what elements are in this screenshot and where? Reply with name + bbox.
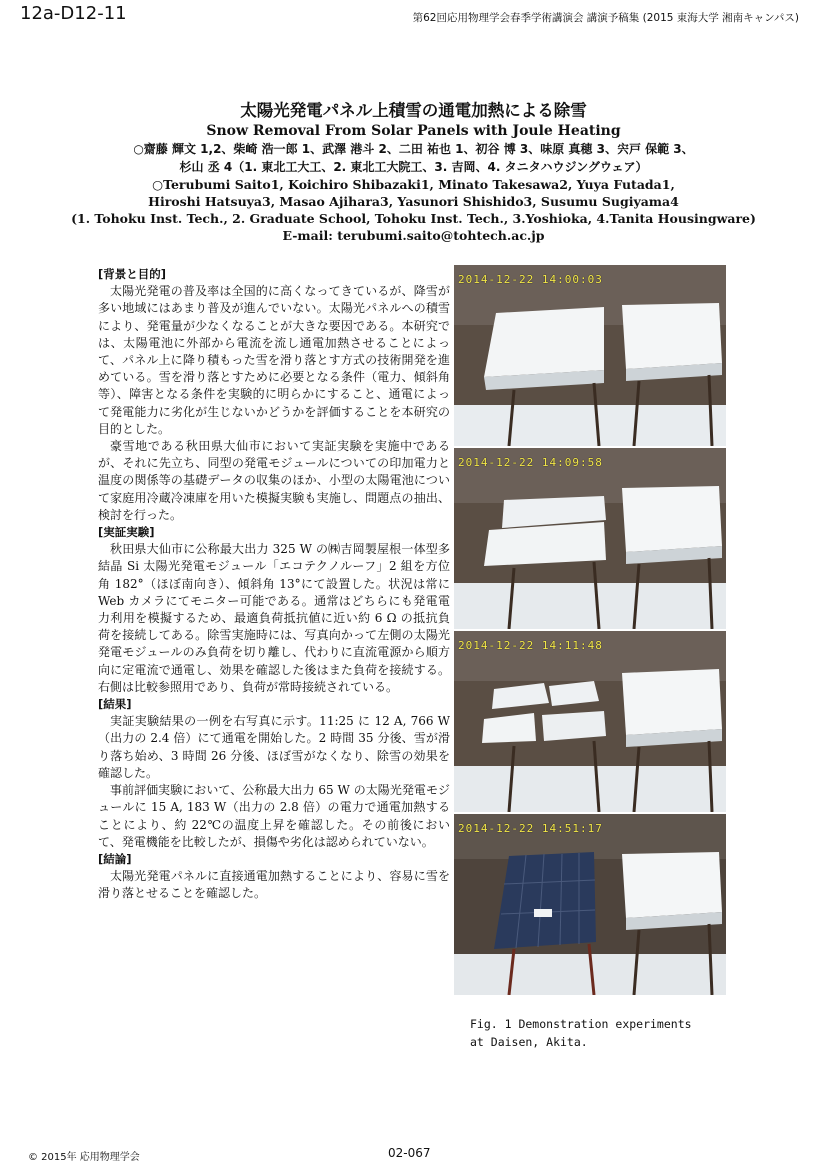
paragraph: 太陽光発電の普及率は全国的に高くなってきているが、降雪が多い地域にはあまり普及が進んでいない。太陽光パネルへの積雪により、発電量が少なくなることが大きな要因である。本研究では、太陽電池に外部から電流を流し通電加熱させることによって、パネル上に降り積もった雪を滑り落とす方式の技術開発を進めている。雪を滑り落とすために必要となる条件（電力、傾斜角等）、障害となる条件を実験的に明らかにすること、通電によって発電能力に劣化が生じないかどうかを評価することを本研究の目的とした。	[98, 284, 450, 436]
footer-copyright: © 2015年 応用物理学会	[28, 1152, 140, 1163]
photo-1-image	[454, 265, 726, 446]
paragraph: 秋田県大仙市に公称最大出力 325 W の㈱吉岡製屋根一体型多結晶 Si 太陽光発電モジュール「エコテクノルーフ」2 組を方位角 182°（ほぼ南向き）、傾斜角 13°にて設置した。状況は常に Web カメラにてモニター可能である。通常はどちらにも発電電力利用を模擬するため、最適負荷抵抗値に近い約 6 Ω の抵抗負荷を接続してある。除雪実施時には、写真向かって左側の太陽光発電モジュールのみ負荷を切り離し、代わりに直流電源から順方向に定電流で通電し、効果を確認した後はまた負荷を接続する。右側は比較参照用であり、負荷が常時接続されている。	[98, 542, 450, 694]
photo-timestamp: 2014-12-22 14:00:03	[458, 273, 603, 286]
photo-timestamp: 2014-12-22 14:11:48	[458, 639, 603, 652]
caption-line1: Fig. 1 Demonstration experiments	[470, 1017, 692, 1031]
authors-english-line1: ○Terubumi Saito1, Koichiro Shibazaki1, Minato Takesawa2, Yuya Futada1,	[152, 177, 675, 192]
photo-4-image	[454, 814, 726, 995]
section-heading-background: [背景と目的]	[98, 267, 167, 281]
paragraph: 実証実験結果の一例を右写真に示す。11:25 に 12 A, 766 W（出力の 2.4 倍）にて通電を開始した。2 時間 35 分後、雪が滑り落ち始め、3 時間 26 分後、ほぼ雪がなくなり、除雪の効果を確認した。	[98, 714, 450, 780]
paragraph: 豪雪地である秋田県大仙市において実証実験を実施中であるが、それに先立ち、同型の発電モジュールについての印加電力と温度の関係等の基礎データの収集のほか、小型の太陽電池について家庭用冷蔵冷凍庫を用いた模擬実験も実施し、問題点の抽出、検討を行った。	[98, 439, 450, 522]
title-block	[60, 100, 767, 244]
authors-japanese-line2: 杉山 丞 4（1. 東北工大工、2. 東北工大院工、3. 吉岡、4. タニタハウジングウェア）	[179, 160, 648, 174]
footer-page-number: 02-067	[388, 1146, 431, 1160]
photo-3-image	[454, 631, 726, 812]
title-japanese: 太陽光発電パネル上積雪の通電加熱による除雪	[240, 101, 587, 120]
section-heading-experiment: [実証実験]	[98, 525, 155, 540]
photo-3	[454, 631, 726, 812]
section-heading-results: [結果]	[98, 697, 132, 712]
body-text	[98, 266, 450, 903]
conference-header: 第62回応用物理学会春季学術講演会 講演予稿集 (2015 東海大学 湘南キャンパス)	[412, 12, 799, 24]
photo-2-image	[454, 448, 726, 629]
photo-timestamp: 2014-12-22 14:51:17	[458, 822, 603, 835]
section-heading-conclusion: [結論]	[98, 851, 132, 866]
authors-japanese-line1: ○齋藤 輝文 1,2、柴崎 浩一郎 1、武澤 港斗 2、二田 祐也 1、初谷 博 3、味原 真穂 3、宍戸 保範 3、	[133, 142, 694, 156]
photo-1	[454, 265, 726, 446]
affiliations: (1. Tohoku Inst. Tech., 2. Graduate School, Tohoku Inst. Tech., 3.Yoshioka, 4.Tanita Housingware)	[71, 211, 756, 226]
figure-caption	[470, 1015, 720, 1051]
figure-photos	[454, 265, 726, 995]
authors-english-line2: Hiroshi Hatsuya3, Masao Ajihara3, Yasunori Shishido3, Susumu Sugiyama4	[148, 194, 679, 209]
caption-line2: at Daisen, Akita.	[470, 1035, 588, 1049]
paragraph: 事前評価実験において、公称最大出力 65 W の太陽光発電モジュールに 15 A, 183 W（出力の 2.8 倍）の電力で通電加熱することにより、約 22℃の温度上昇を確認した。その前後において、発電機能を比較したが、損傷や劣化は認められていない。	[98, 783, 450, 849]
paper-id: 12a-D12-11	[20, 3, 127, 24]
paragraph: 太陽光発電パネルに直接通電加熱することにより、容易に雪を滑り落とせることを確認した。	[98, 869, 450, 901]
photo-timestamp: 2014-12-22 14:09:58	[458, 456, 603, 469]
photo-4	[454, 814, 726, 995]
title-english: Snow Removal From Solar Panels with Joule Heating	[206, 123, 621, 139]
photo-2	[454, 448, 726, 629]
email: E-mail: terubumi.saito@tohtech.ac.jp	[282, 228, 545, 243]
